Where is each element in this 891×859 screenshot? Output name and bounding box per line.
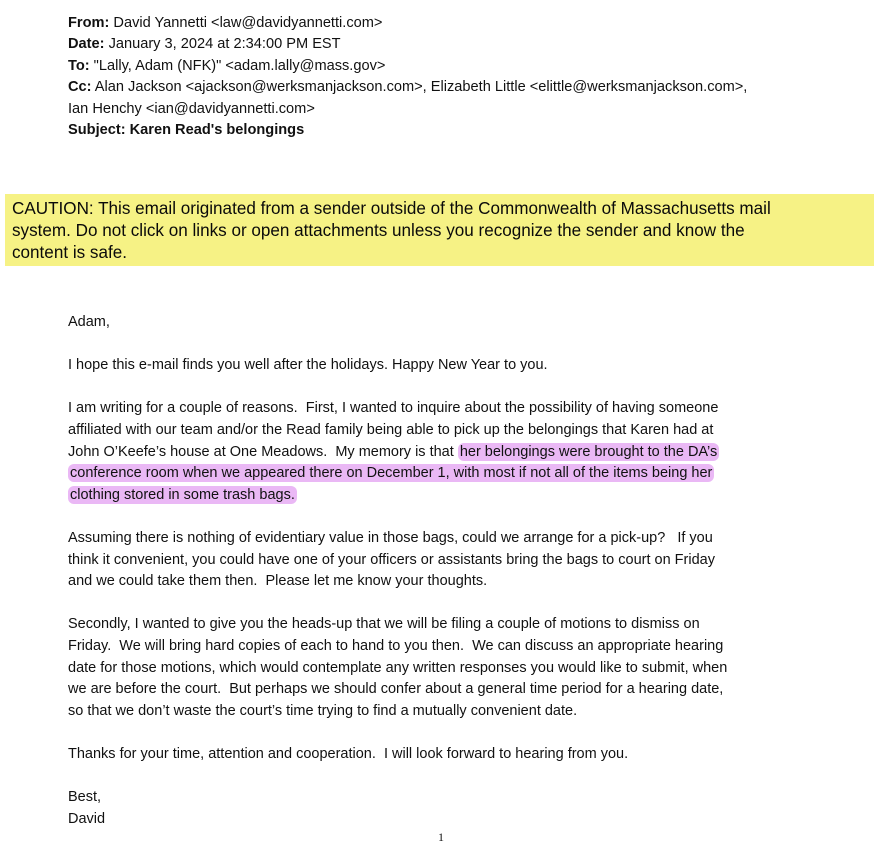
paragraph-3-line-3: and we could take them then. Please let me know your thoughts. (68, 573, 488, 590)
paragraph-1: I hope this e-mail finds you well after the holidays. Happy New Year to you. (68, 357, 548, 374)
paragraph-5: Thanks for your time, attention and cooperation. I will look forward to hearing from you. (68, 745, 629, 762)
highlighted-text-1: her belongings were brought to the DA’s (459, 443, 718, 460)
subject-value: Karen Read's belongings (129, 122, 305, 139)
from-label: From: (68, 15, 110, 31)
cc-label: Cc: (68, 79, 92, 96)
closing: Best, (68, 789, 102, 806)
paragraph-4-line-5: so that we don’t waste the court’s time trying to find a mutually convenient date. (68, 702, 578, 719)
caution-line3: content is safe. (12, 243, 127, 262)
to-label: To: (68, 57, 90, 74)
date-line (68, 34, 868, 55)
highlighted-text-3: clothing stored in some trash bags. (70, 486, 295, 503)
paragraph-4-line-2: Friday. We will bring hard copies of each to hand to you then. We can discuss an appropriate hearing (68, 637, 724, 654)
page-number: 1 (438, 830, 444, 844)
email-body (68, 312, 858, 830)
paragraph-4-line-4: we are before the court. But perhaps we should confer about a general time period for a hearing date, (68, 681, 724, 698)
caution-banner (5, 194, 874, 266)
paragraph-4-line-3: date for those motions, which would contemplate any written responses you would like to submit, when (68, 659, 728, 676)
highlighted-text-2: conference room when we appeared there on December 1, with most if not all of the items being her (70, 465, 713, 482)
paragraph-2-line-5 (68, 485, 858, 507)
paragraph-2-line-3 (68, 442, 858, 464)
caution-line2: system. Do not click on links or open attachments unless you recognize the sender and know the (12, 221, 745, 240)
subject-line (68, 120, 868, 141)
subject-label: Subject: (68, 122, 126, 139)
paragraph-2-line-4 (68, 463, 858, 485)
cc-value-line2: Ian Henchy <ian@davidyannetti.com> (68, 100, 315, 117)
paragraph-2-line-3-start: John O’Keefe’s house at One Meadows. My memory is that (68, 443, 458, 460)
to-value: "Lally, Adam (NFK)" <adam.lally@mass.gov> (93, 57, 386, 74)
cc-value-line1: Alan Jackson <ajackson@werksmanjackson.com>, Elizabeth Little <elittle@werksmanjackson.com>, (94, 79, 748, 96)
paragraph-2-line-2: affiliated with our team and/or the Read family being able to pick up the belongings that Karen had at (68, 421, 714, 438)
cc-line (68, 77, 868, 98)
caution-line1: CAUTION: This email originated from a sender outside of the Commonwealth of Massachusetts mail (12, 199, 771, 218)
greeting: Adam, (68, 314, 110, 330)
from-line (68, 13, 868, 34)
from-value: David Yannetti <law@davidyannetti.com> (113, 15, 383, 31)
paragraph-4-line-1: Secondly, I wanted to give you the heads-up that we will be filing a couple of motions to dismiss on (68, 616, 700, 633)
to-line (68, 56, 868, 77)
paragraph-2-line-1: I am writing for a couple of reasons. First, I wanted to inquire about the possibility of having someone (68, 400, 719, 417)
date-label: Date: (68, 36, 105, 53)
paragraph-3-line-2: think it convenient, you could have one of your officers or assistants bring the bags to court on Friday (68, 551, 715, 568)
signature: David (68, 810, 106, 827)
date-value: January 3, 2024 at 2:34:00 PM EST (108, 36, 341, 53)
email-header (68, 13, 868, 141)
paragraph-3-line-1: Assuming there is nothing of evidentiary value in those bags, could we arrange for a pick-up? If you (68, 529, 713, 546)
